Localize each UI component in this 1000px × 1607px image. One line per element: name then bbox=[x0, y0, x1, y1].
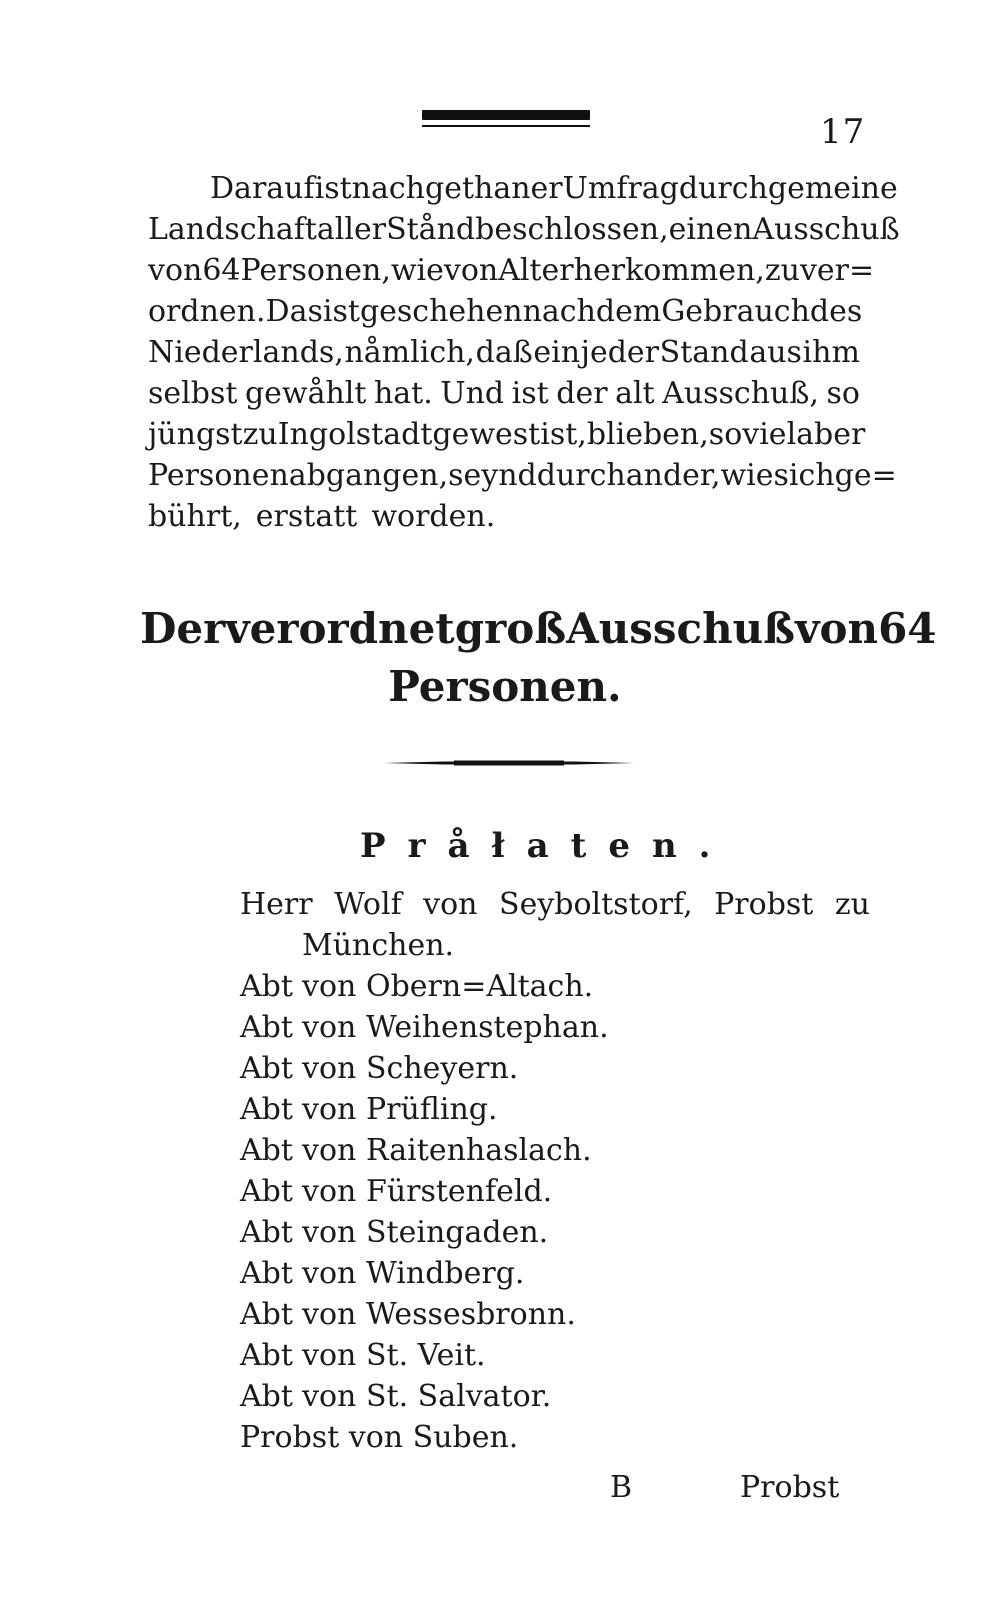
word: nach bbox=[522, 294, 596, 329]
heading-word: 64 bbox=[878, 604, 937, 653]
list-item bbox=[240, 1376, 870, 1417]
word: ver= bbox=[799, 253, 875, 288]
word: gethaner bbox=[424, 171, 563, 206]
entry-preposition: von bbox=[302, 1297, 357, 1332]
divider-ornament-rule bbox=[384, 760, 634, 766]
entry-title: Abt bbox=[240, 1338, 293, 1373]
word: herkommen, bbox=[573, 253, 765, 288]
entry-preposition: von bbox=[302, 1379, 357, 1414]
entry-preposition: von bbox=[302, 1051, 357, 1086]
entry-title: Abt bbox=[240, 1174, 293, 1209]
word: Darauf bbox=[210, 171, 315, 206]
word: Das bbox=[265, 294, 323, 329]
entry-title: Abt bbox=[240, 1010, 293, 1045]
word: sich bbox=[773, 458, 835, 493]
word: aller bbox=[316, 212, 387, 247]
heading-word: Der bbox=[140, 604, 226, 653]
word: ein bbox=[533, 335, 581, 370]
paragraph-line bbox=[148, 291, 863, 332]
signature-mark: B bbox=[610, 1470, 633, 1505]
list-item bbox=[240, 1171, 870, 1212]
word: worden. bbox=[371, 499, 496, 534]
word: gewåhlt bbox=[244, 376, 367, 411]
word: durch bbox=[536, 458, 626, 493]
word: Umfrag bbox=[562, 171, 679, 206]
word: erstatt bbox=[255, 499, 358, 534]
body-paragraph bbox=[148, 168, 900, 537]
paragraph-line bbox=[148, 168, 898, 209]
entry-preposition: von bbox=[302, 1174, 357, 1209]
word: bührt, bbox=[148, 499, 242, 534]
entry-title: Abt bbox=[240, 1297, 293, 1332]
entry-place: Windberg. bbox=[366, 1256, 525, 1291]
word: nåmlich, bbox=[344, 335, 475, 370]
section-heading bbox=[140, 600, 937, 716]
word: blieben, bbox=[586, 417, 709, 452]
heading-word: groß bbox=[454, 604, 567, 653]
member-list bbox=[240, 884, 870, 1458]
word: ordnen. bbox=[148, 294, 266, 329]
word: ist bbox=[314, 171, 352, 206]
paragraph-line bbox=[148, 496, 860, 537]
word: seynd bbox=[448, 458, 537, 493]
word: zu bbox=[242, 417, 278, 452]
entry-word: Herr bbox=[240, 887, 313, 922]
list-item bbox=[240, 1294, 870, 1335]
list-item bbox=[240, 1212, 870, 1253]
entry-place: Wessesbronn. bbox=[366, 1297, 576, 1332]
page-number: 17 bbox=[820, 112, 866, 152]
paragraph-line bbox=[148, 209, 900, 250]
word: so bbox=[708, 417, 743, 452]
word: Personen, bbox=[240, 253, 391, 288]
entry-preposition: von bbox=[302, 1256, 357, 1291]
entry-place: Prüfling. bbox=[366, 1092, 498, 1127]
entry-title: Abt bbox=[240, 1256, 293, 1291]
word: aber bbox=[796, 417, 866, 452]
entry-title: Abt bbox=[240, 1215, 293, 1250]
heading-line-2: Personen. bbox=[388, 662, 622, 711]
heading-line-1 bbox=[140, 600, 937, 658]
entry-word: zu bbox=[834, 887, 870, 922]
word: nach bbox=[351, 171, 425, 206]
paragraph-line bbox=[148, 414, 866, 455]
entry-preposition: von bbox=[302, 1338, 357, 1373]
entry-place: Obern=Altach. bbox=[366, 969, 594, 1004]
entry-title: Abt bbox=[240, 1051, 293, 1086]
word: dem bbox=[595, 294, 662, 329]
entry-title: Abt bbox=[240, 969, 293, 1004]
word: Gebrauch bbox=[661, 294, 810, 329]
list-item bbox=[240, 1089, 870, 1130]
word: ist, bbox=[540, 417, 587, 452]
word: viel bbox=[742, 417, 797, 452]
word: gewest bbox=[432, 417, 541, 452]
word: selbst bbox=[148, 376, 238, 411]
entry-place: Weihenstephan. bbox=[366, 1010, 609, 1045]
list-item bbox=[240, 1048, 870, 1089]
word: aus bbox=[749, 335, 802, 370]
word: ist bbox=[322, 294, 360, 329]
word: wie bbox=[720, 458, 774, 493]
entry-word: von bbox=[423, 887, 478, 922]
word: Landschaft bbox=[148, 212, 317, 247]
entry-place: Steingaden. bbox=[366, 1215, 549, 1250]
word: jüngst bbox=[148, 417, 243, 452]
entry-place: Scheyern. bbox=[366, 1051, 519, 1086]
word: Ausschuß, bbox=[662, 376, 819, 411]
heading-word: Ausschuß bbox=[566, 604, 796, 653]
word: 64 bbox=[202, 253, 241, 288]
word: abgangen, bbox=[288, 458, 449, 493]
entry-word: Probst bbox=[714, 887, 814, 922]
word: zu bbox=[764, 253, 800, 288]
list-item bbox=[240, 884, 870, 925]
header-ornament-rule bbox=[422, 110, 590, 127]
subsection-title: Pråłaten. bbox=[360, 826, 733, 866]
word: Und bbox=[440, 376, 505, 411]
word: Ingolstadt bbox=[277, 417, 433, 452]
list-item bbox=[240, 1335, 870, 1376]
entry-place: Fürstenfeld. bbox=[366, 1174, 553, 1209]
entry-place: St. Veit. bbox=[366, 1338, 486, 1373]
list-item-continuation: München. bbox=[302, 928, 455, 963]
entry-title: Abt bbox=[240, 1379, 293, 1414]
heading-word: von bbox=[795, 604, 879, 653]
word: ge= bbox=[834, 458, 897, 493]
word: des bbox=[809, 294, 863, 329]
list-item bbox=[240, 1007, 870, 1048]
entry-preposition: von bbox=[302, 1215, 357, 1250]
word: beschlossen, bbox=[475, 212, 669, 247]
word: Alter bbox=[498, 253, 574, 288]
word: wie bbox=[390, 253, 444, 288]
paragraph-line bbox=[148, 455, 897, 496]
word: Ausschuß bbox=[752, 212, 900, 247]
word: Stand bbox=[659, 335, 749, 370]
word: daß bbox=[475, 335, 533, 370]
word: ist bbox=[511, 376, 549, 411]
word: geschehen bbox=[359, 294, 523, 329]
word: Stånd bbox=[386, 212, 476, 247]
word: einen bbox=[668, 212, 753, 247]
word: ander, bbox=[625, 458, 721, 493]
word: Niederlands, bbox=[148, 335, 344, 370]
entry-word: Seyboltstorf, bbox=[499, 887, 693, 922]
list-item bbox=[240, 1130, 870, 1171]
word: von bbox=[148, 253, 203, 288]
entry-title: Abt bbox=[240, 1133, 293, 1168]
entry-place: St. Salvator. bbox=[366, 1379, 552, 1414]
word: jeder bbox=[580, 335, 660, 370]
word: gemeine bbox=[767, 171, 898, 206]
entry-title: Abt bbox=[240, 1092, 293, 1127]
word: alt bbox=[615, 376, 655, 411]
entry-preposition: von bbox=[302, 1010, 357, 1045]
entry-preposition: von bbox=[302, 1092, 357, 1127]
entry-preposition: von bbox=[302, 1133, 357, 1168]
paragraph-line bbox=[148, 250, 875, 291]
entry-preposition: von bbox=[302, 969, 357, 1004]
entry-word: Wolf bbox=[334, 887, 402, 922]
word: hat. bbox=[373, 376, 433, 411]
word: von bbox=[443, 253, 499, 288]
paragraph-line bbox=[148, 373, 860, 414]
word: Personen bbox=[148, 458, 289, 493]
catchword: Probst bbox=[740, 1470, 840, 1505]
word: durch bbox=[678, 171, 768, 206]
word: ihm bbox=[802, 335, 860, 370]
entry-place: Raitenhaslach. bbox=[366, 1133, 592, 1168]
word: so bbox=[826, 376, 860, 411]
list-item: Probst von Suben. bbox=[240, 1420, 519, 1455]
heading-word: verordnet bbox=[225, 604, 455, 653]
list-item bbox=[240, 966, 870, 1007]
word: der bbox=[556, 376, 608, 411]
list-item bbox=[240, 1253, 870, 1294]
paragraph-line bbox=[148, 332, 860, 373]
